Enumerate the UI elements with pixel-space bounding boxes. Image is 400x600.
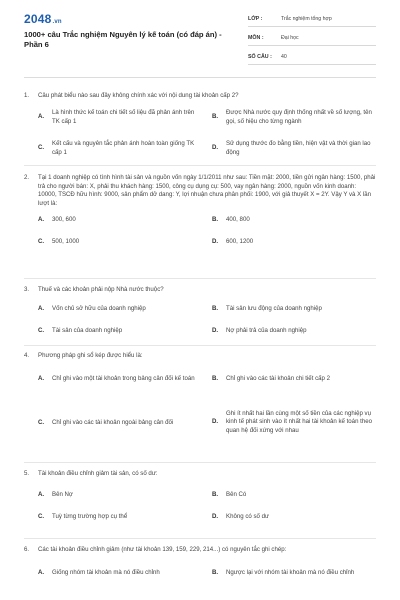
- question-divider: [24, 462, 376, 463]
- question-divider: [24, 345, 376, 346]
- question-5: [24, 470, 376, 533]
- meta-row-class: [248, 12, 376, 27]
- option-text: Nợ phải trả của doanh nghiệp: [226, 326, 307, 334]
- header-divider: [24, 77, 376, 78]
- option-a[interactable]: [38, 305, 198, 314]
- options: [24, 369, 376, 469]
- option-text: Tuỳ từng trường hợp cụ thể: [52, 512, 128, 520]
- logo-text: 2048: [24, 12, 52, 26]
- option-text: Chỉ ghi vào các tài khoản chi tiết cấp 2: [226, 375, 330, 383]
- option-letter: A.: [38, 216, 45, 224]
- question-6: [24, 546, 376, 591]
- question-number: 5.: [24, 470, 30, 477]
- option-text: Ghi ít nhất hai lần cùng một số tiền của các nghiệp vụ kinh tế phát sinh vào ít nhất hai tài khoản kế toán theo quan hệ đối xứng với nhau: [226, 409, 373, 434]
- options: [24, 107, 376, 163]
- question-number: 1.: [24, 92, 30, 99]
- option-text: Chỉ ghi vào một tài khoản trong bảng cân đối kế toán: [52, 375, 195, 383]
- option-a[interactable]: [38, 369, 198, 391]
- question-text: [24, 352, 376, 361]
- options: [24, 305, 376, 347]
- logo-suffix: .vn: [52, 19, 62, 25]
- option-text: Không có số dư: [226, 512, 270, 520]
- option-letter: C.: [38, 512, 45, 520]
- question-text: [24, 286, 376, 295]
- question-number: 6.: [24, 546, 30, 553]
- option-b[interactable]: [212, 369, 376, 391]
- meta-value: Đại học: [281, 35, 299, 41]
- option-text: Tài sản của doanh nghiệp: [52, 326, 123, 334]
- question-divider: [24, 165, 376, 166]
- option-letter: A.: [38, 375, 45, 383]
- question-body: Tại 1 doanh nghiệp có tình hình tài sản và nguồn vốn ngày 1/1/2011 như sau: Tiền mặt: 2000, tiền gửi ngân hàng: 1500, phải trả cho người bán: X, phải thu khách hàng: 1500, công cụ dụng cụ: 500, vay ngân hàng: 2000, nguồn vốn kinh doanh: 10000, TSCĐ hữu hình: 9000, sản phẩm dở dang: Y, lợi nhuận chưa phân phối: 1900, với giả thuyết X = 2Y. Vậy Y và X lần lượt là:: [38, 174, 376, 207]
- option-text: Kết cấu và nguyên tắc phản ánh hoàn toàn giống TK cấp 1: [52, 140, 195, 156]
- option-text: Sử dụng thước đo bằng tiền, hiện vật và thời gian lao động: [226, 140, 371, 156]
- site-logo[interactable]: [24, 12, 62, 26]
- option-text: 300, 600: [52, 216, 76, 224]
- question-divider: [24, 278, 376, 279]
- meta-label: SỐ CÂU :: [248, 54, 272, 60]
- question-number: 2.: [24, 174, 30, 181]
- question-2: [24, 174, 376, 260]
- option-a[interactable]: [38, 107, 198, 129]
- document-header: [0, 0, 400, 70]
- option-text: Bên Nợ: [52, 490, 73, 498]
- option-text: Ngược lại với nhóm tài khoản mà nó điều chỉnh: [226, 569, 355, 577]
- option-letter: C.: [38, 238, 45, 246]
- option-letter: A.: [38, 568, 45, 576]
- option-text: Được Nhà nước quy định thống nhất về số lượng, tên gọi, số hiệu cho từng ngành: [226, 109, 372, 125]
- meta-row-count: [248, 50, 376, 65]
- option-letter: D.: [212, 512, 219, 520]
- option-letter: D.: [212, 418, 219, 426]
- option-letter: B.: [212, 304, 219, 312]
- option-text: 400, 800: [226, 216, 250, 224]
- question-text: [24, 470, 376, 479]
- option-letter: B.: [212, 375, 219, 383]
- question-number: 3.: [24, 286, 30, 293]
- question-3: [24, 286, 376, 347]
- option-letter: D.: [212, 144, 219, 152]
- option-b[interactable]: [212, 565, 376, 583]
- option-c[interactable]: [38, 413, 198, 435]
- question-1: [24, 92, 376, 163]
- option-c[interactable]: [38, 327, 198, 336]
- option-a[interactable]: [38, 491, 198, 500]
- options: [24, 216, 376, 260]
- question-body: Tài khoản điều chỉnh giảm tài sản, có số dư:: [38, 470, 158, 477]
- meta-value: Trắc nghiệm tổng hợp: [281, 16, 332, 22]
- option-letter: C.: [38, 326, 45, 334]
- option-text: Bên Có: [226, 490, 247, 498]
- option-letter: B.: [212, 113, 219, 121]
- option-letter: D.: [212, 326, 219, 334]
- option-b[interactable]: [212, 107, 376, 129]
- option-b[interactable]: [212, 216, 376, 225]
- meta-row-subject: [248, 31, 376, 46]
- option-letter: C.: [38, 419, 45, 427]
- option-d[interactable]: [212, 238, 376, 247]
- option-a[interactable]: [38, 569, 198, 578]
- option-text: 500, 1000: [52, 238, 80, 246]
- option-letter: A.: [38, 304, 45, 312]
- question-text: [24, 174, 376, 208]
- option-text: Chỉ ghi vào các tài khoản ngoài bảng cân đối: [52, 419, 174, 427]
- option-letter: D.: [212, 238, 219, 246]
- option-c[interactable]: [38, 138, 198, 160]
- option-text: Vốn chủ sở hữu của doanh nghiệp: [52, 304, 146, 312]
- question-number: 4.: [24, 352, 30, 359]
- meta-label: LỚP :: [248, 16, 263, 22]
- question-body: Các tài khoản điều chỉnh giảm (như tài khoản 139, 159, 229, 214...) có nguyên tắc ghi chép:: [38, 546, 287, 553]
- question-divider: [24, 538, 376, 539]
- option-d[interactable]: [212, 327, 376, 336]
- options: [24, 565, 376, 591]
- meta-value: 40: [281, 54, 287, 60]
- question-text: [24, 546, 376, 555]
- option-letter: C.: [38, 144, 45, 152]
- question-4: [24, 352, 376, 469]
- option-letter: B.: [212, 569, 219, 577]
- meta-label: MÔN :: [248, 35, 264, 41]
- question-body: Thuế và các khoản phải nộp Nhà nước thuộc?: [38, 286, 164, 293]
- option-c[interactable]: [38, 513, 198, 522]
- question-body: Câu phát biểu nào sau đây không chính xác với nội dung tài khoản cấp 2?: [38, 92, 239, 99]
- option-letter: A.: [38, 490, 45, 498]
- option-text: Là hình thức kế toán chi tiết số liệu đã phản ánh trên TK cấp 1: [52, 109, 195, 125]
- option-text: 600, 1200: [226, 238, 254, 246]
- option-letter: B.: [212, 216, 219, 224]
- option-a[interactable]: [38, 216, 198, 225]
- option-b[interactable]: [212, 305, 376, 314]
- question-text: [24, 92, 376, 101]
- option-d[interactable]: [212, 138, 376, 160]
- option-text: Tài sản lưu động của doanh nghiệp: [226, 304, 322, 312]
- option-letter: A.: [38, 113, 45, 121]
- document-title: 1000+ câu Trắc nghiệm Nguyên lý kế toán (có đáp án) - Phần 6: [24, 30, 222, 49]
- option-text: Giống nhóm tài khoản mà nó điều chỉnh: [52, 568, 160, 576]
- option-d[interactable]: [212, 401, 376, 445]
- option-c[interactable]: [38, 238, 198, 247]
- option-d[interactable]: [212, 513, 376, 522]
- question-body: Phương pháp ghi sổ kép được hiểu là:: [38, 352, 143, 359]
- meta-info: [248, 12, 376, 69]
- options: [24, 491, 376, 533]
- option-b[interactable]: [212, 491, 376, 500]
- option-letter: B.: [212, 490, 219, 498]
